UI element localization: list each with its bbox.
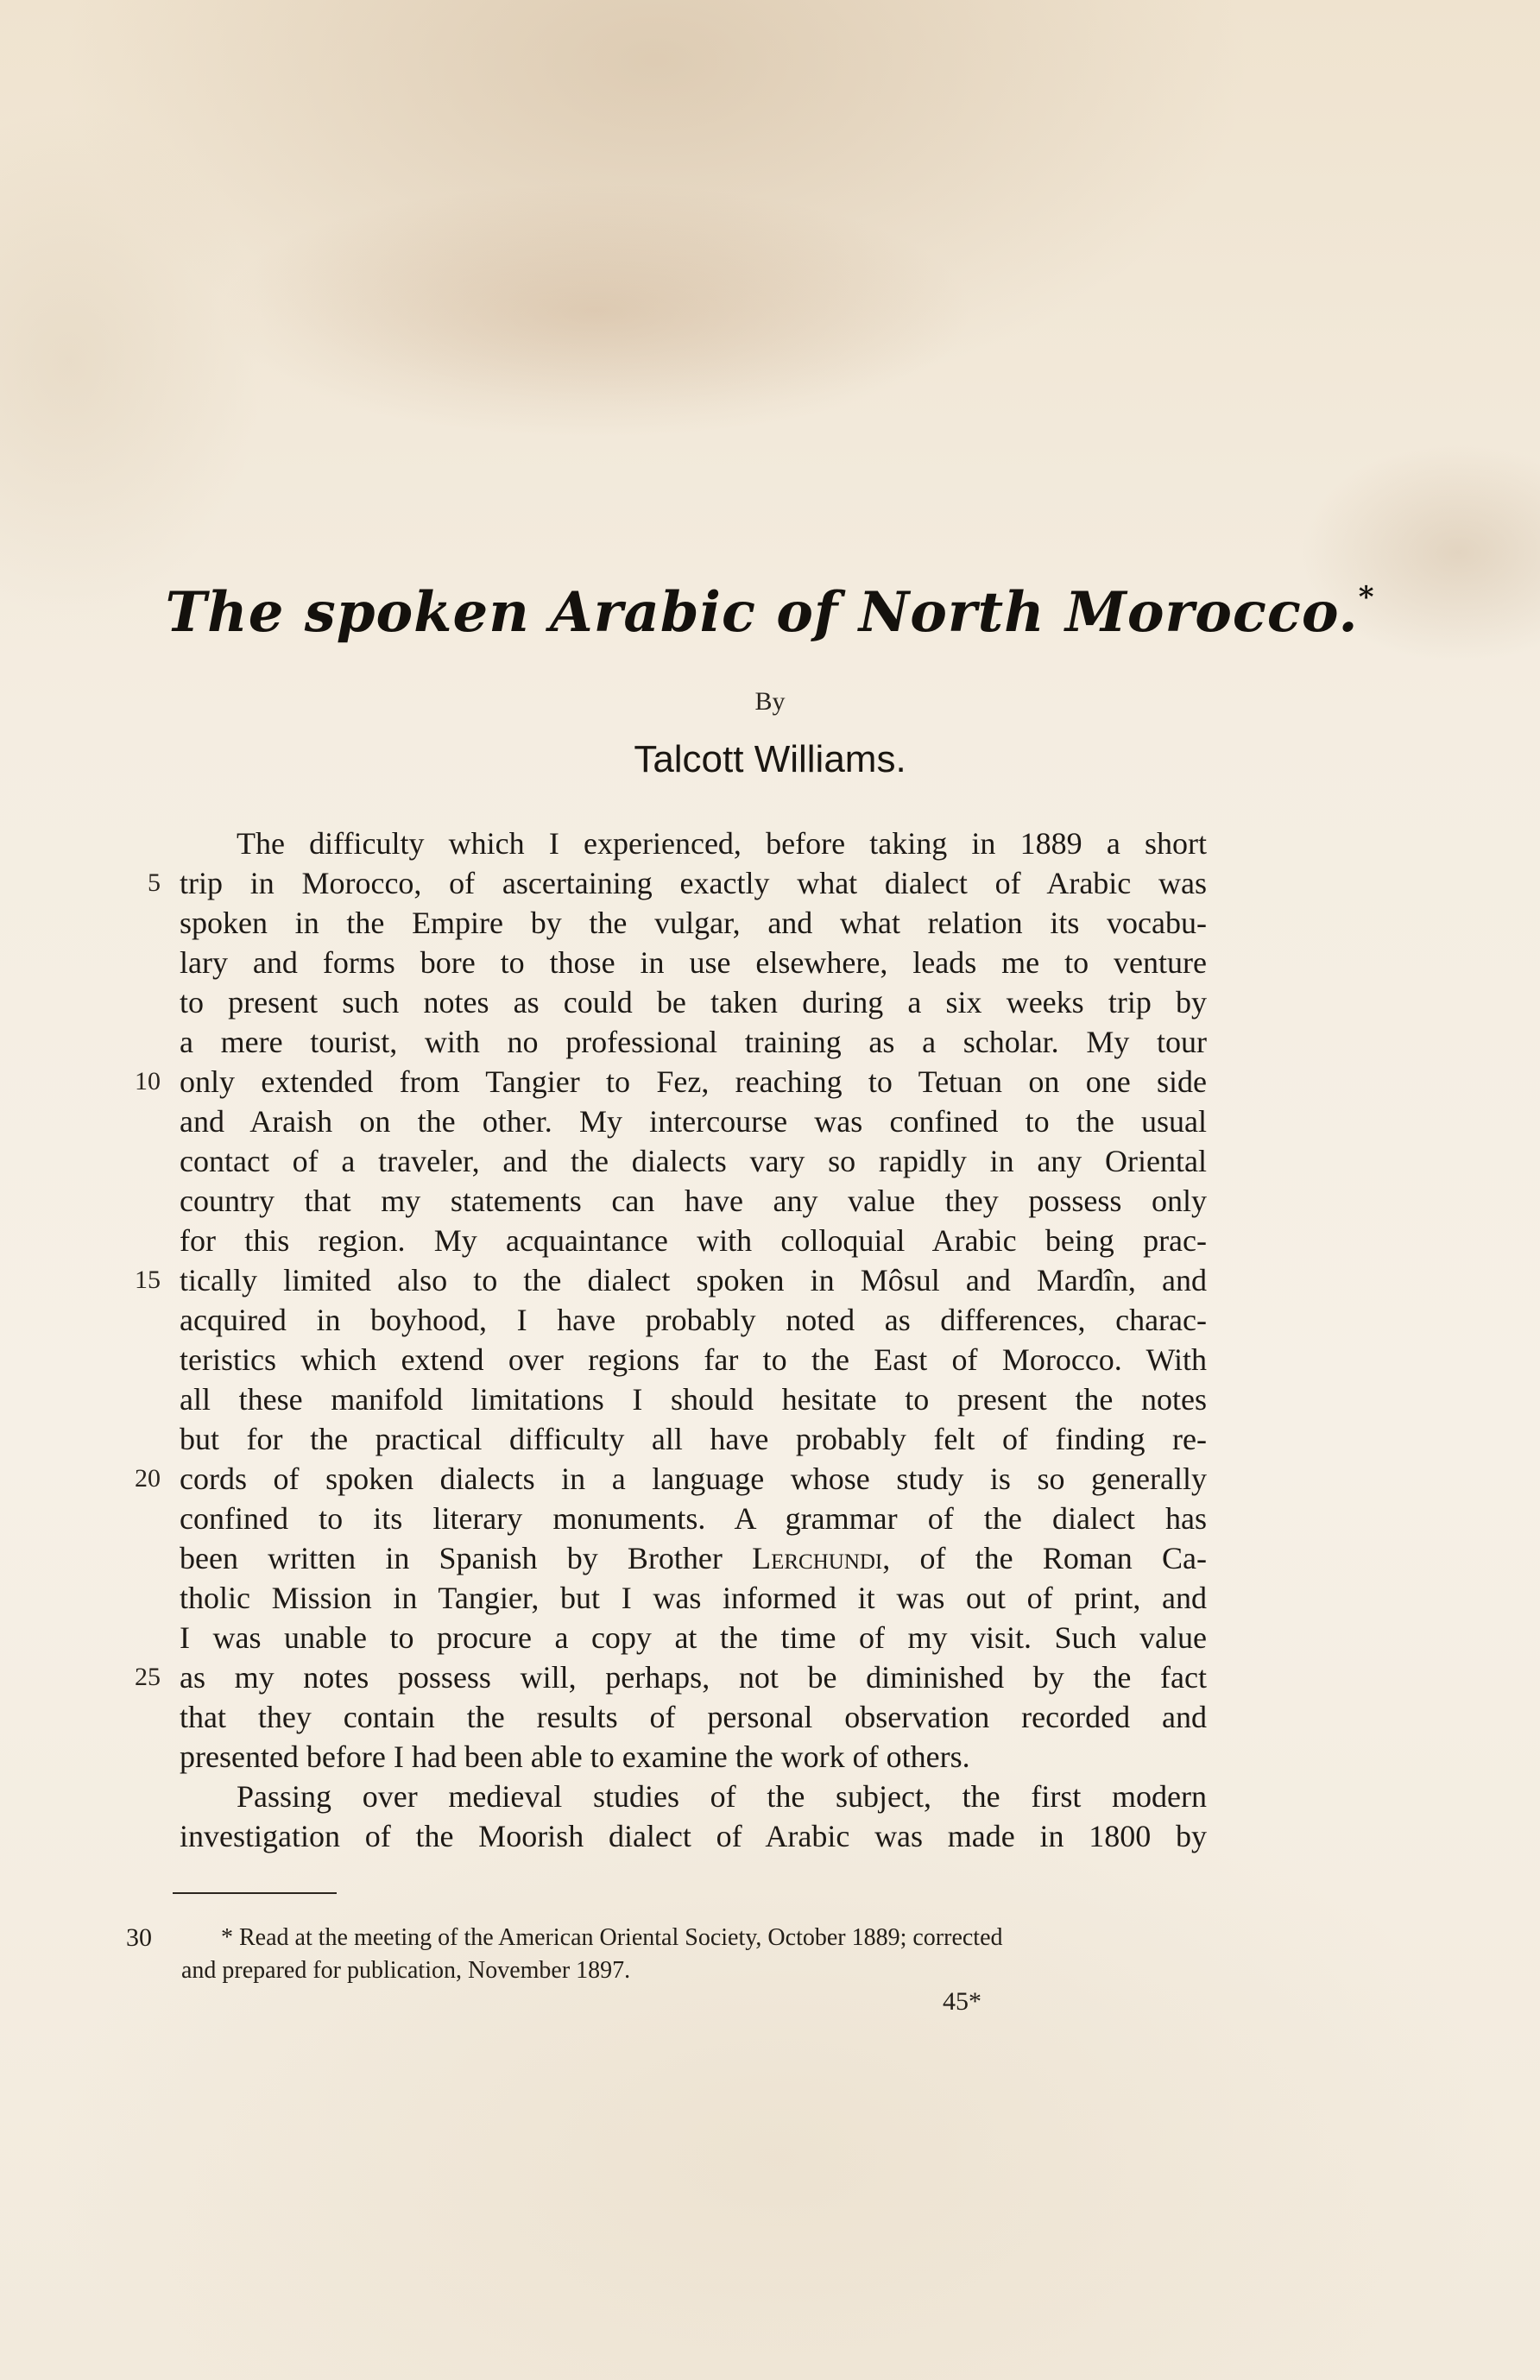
text-line (180, 943, 1207, 982)
line-text: investigation of the Moorish dialect of Arabic was made in 1800 by (180, 1819, 1207, 1853)
line-text: and Araish on the other. My intercourse was confined to the usual (180, 1104, 1207, 1139)
line-text: but for the practical difficulty all have probably felt of finding re- (180, 1422, 1207, 1456)
line-text: presented before I had been able to examine the work of others. (180, 1739, 970, 1774)
footnote-text: and prepared for publication, November 1897. (181, 1957, 631, 1984)
text-line (148, 863, 1207, 903)
text-line (180, 1141, 1207, 1181)
text-line (180, 1578, 1207, 1618)
article-title (0, 580, 1540, 645)
text-line (180, 1816, 1207, 1856)
text-line (180, 1340, 1207, 1379)
line-text: , of the Roman Ca- (882, 1541, 1207, 1575)
text-line (180, 1737, 1207, 1777)
text-line (180, 1618, 1207, 1657)
line-number: 25 (135, 1663, 161, 1691)
byline: By (754, 687, 786, 716)
line-text: Passing over medieval studies of the subject, the first modern (237, 1779, 1207, 1814)
line-text: cords of spoken dialects in a language whose study is so generally (180, 1461, 1207, 1496)
text-line (180, 1777, 1207, 1816)
title-footnote-marker: * (1358, 580, 1375, 615)
footnote-text: * Read at the meeting of the American Oriental Society, October 1889; corrected (221, 1924, 1003, 1951)
line-text: lary and forms bore to those in use elsewhere, leads me to venture (180, 945, 1207, 980)
text-line (180, 1419, 1207, 1459)
article-title-text: The spoken Arabic of North Morocco. (165, 580, 1359, 645)
text-line (180, 1300, 1207, 1340)
text-line (180, 1538, 1207, 1578)
line-text: only extended from Tangier to Fez, reaching to Tetuan on one side (180, 1064, 1207, 1099)
line-text: tically limited also to the dialect spoken in Môsul and Mardîn, and (180, 1263, 1207, 1297)
text-line (180, 1499, 1207, 1538)
line-text: I was unable to procure a copy at the time of my visit. Such value (180, 1620, 1207, 1655)
line-text: acquired in boyhood, I have probably noted as differences, charac- (180, 1303, 1207, 1337)
line-text: tholic Mission in Tangier, but I was informed it was out of print, and (180, 1581, 1207, 1615)
author-reference-lerchundi: Lerchundi (752, 1541, 883, 1575)
text-line (135, 1062, 1207, 1102)
line-text: country that my statements can have any value they possess only (180, 1184, 1207, 1218)
text-line (135, 1459, 1207, 1499)
article-body (135, 824, 1207, 1856)
line-text: trip in Morocco, of ascertaining exactly what dialect of Arabic was (180, 866, 1207, 900)
line-text: spoken in the Empire by the vulgar, and what relation its vocabu- (180, 906, 1207, 940)
text-line (180, 1697, 1207, 1737)
footnote-line (181, 1954, 1209, 1987)
footnote-line (126, 1922, 1209, 1954)
author-name: Talcott Williams. (634, 738, 906, 780)
line-text: that they contain the results of personal observation recorded and (180, 1700, 1207, 1734)
line-text: a mere tourist, with no professional training as a scholar. My tour (180, 1025, 1207, 1059)
text-line (180, 1221, 1207, 1260)
line-text: all these manifold limitations I should hesitate to present the notes (180, 1382, 1207, 1417)
line-text: been written in Spanish by Brother (180, 1541, 753, 1575)
line-number: 10 (135, 1067, 161, 1095)
page-number: 45* (943, 1987, 981, 2016)
text-line (180, 1022, 1207, 1062)
text-line (180, 1379, 1207, 1419)
footnote-line-number: 30 (126, 1923, 152, 1952)
line-text: for this region. My acquaintance with colloquial Arabic being prac- (180, 1223, 1207, 1258)
text-line (180, 824, 1207, 863)
line-number: 15 (135, 1266, 161, 1294)
text-line (135, 1657, 1207, 1697)
line-number: 5 (148, 868, 161, 897)
line-text: The difficulty which I experienced, before taking in 1889 a short (237, 826, 1207, 861)
line-text: confined to its literary monuments. A grammar of the dialect has (180, 1501, 1207, 1536)
line-number: 20 (135, 1464, 161, 1493)
text-line (180, 982, 1207, 1022)
text-line (180, 1181, 1207, 1221)
text-line (180, 903, 1207, 943)
footnote-rule (173, 1892, 337, 1894)
text-line (180, 1102, 1207, 1141)
line-text: to present such notes as could be taken during a six weeks trip by (180, 985, 1207, 1020)
line-text: contact of a traveler, and the dialects vary so rapidly in any Oriental (180, 1144, 1207, 1178)
line-text: as my notes possess will, perhaps, not be diminished by the fact (180, 1660, 1207, 1695)
line-text: teristics which extend over regions far to the East of Morocco. With (180, 1342, 1207, 1377)
text-line (135, 1260, 1207, 1300)
footnote (126, 1922, 1209, 1987)
